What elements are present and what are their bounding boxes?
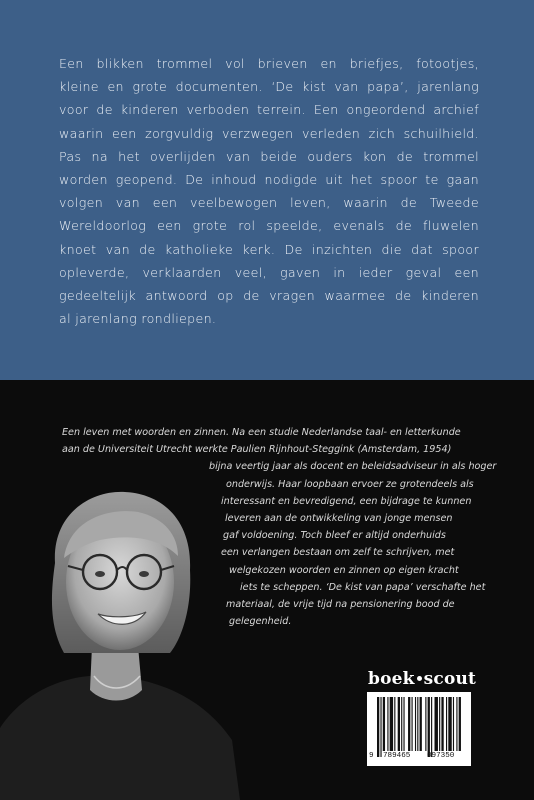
- barcode-bar: [435, 697, 438, 751]
- blurb-line: Wereldoorlog een grote rol speelde, evenals de fluwelen: [59, 218, 479, 234]
- bio-line: bijna veertig jaar als docent en beleidsadviseur in als hoger: [209, 461, 497, 473]
- barcode-digit-first: 9: [369, 752, 374, 760]
- bio-line: Een leven met woorden en zinnen. Na een studie Nederlandse taal- en letterkunde: [62, 427, 461, 438]
- barcode-bar: [459, 697, 461, 751]
- barcode-bar: [412, 697, 413, 751]
- bio-line: een verlangen bestaan om zelf te schrijven, met: [221, 547, 455, 559]
- barcode-bar: [448, 697, 451, 751]
- bio-line: gelegenheid.: [229, 616, 292, 628]
- barcode-bar: [428, 697, 430, 757]
- bio-line: interessant en bevredigend, een bijdrage te kunnen: [221, 495, 472, 507]
- publisher-logo: [368, 669, 477, 691]
- barcode-digits-right: 097350: [427, 752, 455, 760]
- barcode-bar: [380, 697, 381, 757]
- blurb-line: opleverde, verklaarden veel, gaven in ieder geval een: [59, 264, 479, 280]
- bio-line: materiaal, de vrije tijd na pensionering bood de: [226, 599, 455, 610]
- barcode-bar: [441, 697, 443, 751]
- publisher-name-part2: scout: [423, 669, 477, 689]
- blurb-line: worden geopend. De inhoud nodigde uit het spoor te gaan: [59, 172, 479, 188]
- barcode-bar: [401, 697, 402, 751]
- blurb-line: knoet van de katholieke kerk. De inzichten die dat spoor: [59, 241, 479, 257]
- logo-dot-icon: [417, 676, 422, 681]
- barcode-bar: [415, 697, 416, 751]
- barcode-bar: [417, 697, 418, 751]
- bio-line: iets te scheppen. ‘De kist van papa’ verschafte het: [240, 581, 486, 593]
- barcode-bar: [446, 697, 447, 751]
- barcode-bar: [403, 697, 404, 751]
- bio-line: welgekozen woorden en zinnen op eigen kracht: [229, 564, 459, 576]
- blurb-line: Een blikken trommel vol brieven en briefjes, fotootjes,: [59, 56, 479, 71]
- bio-line: aan de Universiteit Utrecht werkte Paulien Rijnhout-Steggink (Amsterdam, 1954): [62, 444, 452, 456]
- blurb-line: Pas na het overlijden van beide ouders kon de trommel: [59, 148, 479, 164]
- barcode-bar: [439, 697, 440, 751]
- barcode-digits: [367, 752, 471, 764]
- barcode-bar: [420, 697, 422, 751]
- barcode-bar: [425, 697, 426, 751]
- blurb-line: gedeeltelijk antwoord op de vragen waarmee de kinderen: [59, 288, 479, 304]
- barcode-bar: [431, 697, 432, 757]
- barcode-bar: [383, 697, 385, 751]
- barcode-bar: [394, 697, 395, 751]
- blurb-line: volgen van een veelbewogen leven, waarin de Tweede: [59, 195, 479, 211]
- barcode-bar: [408, 697, 410, 751]
- blurb-line: kleine en grote documenten. ‘De kist van papa’, jarenlang: [59, 79, 479, 95]
- bio-line: onderwijs. Haar loopbaan ervoer ze grotendeels als: [226, 478, 474, 490]
- bio-line: gaf voldoening. Toch bleef er altijd onderhuids: [223, 530, 446, 542]
- blurb-text: [59, 52, 479, 330]
- barcode-digits-left: 789465: [383, 752, 411, 760]
- blurb-line: waarin een zorgvuldig verzwegen verleden zich schuilhield.: [59, 125, 479, 141]
- barcode-bar: [453, 697, 454, 751]
- blurb-panel: [0, 0, 534, 380]
- blurb-line: al jarenlang rondliepen.: [59, 311, 217, 327]
- barcode-bar: [398, 697, 400, 751]
- barcode-bar: [390, 697, 393, 751]
- barcode-bar: [377, 697, 379, 757]
- author-bio: [0, 424, 534, 664]
- blurb-line: voor de kinderen verboden terrein. Een ongeordend archief: [59, 102, 479, 118]
- publisher-name-part1: boek: [368, 669, 415, 689]
- barcode-bar: [387, 697, 388, 751]
- isbn-barcode: [367, 692, 471, 766]
- barcode-bar: [456, 697, 457, 751]
- bio-line: leveren aan de ontwikkeling van jonge mensen: [225, 513, 453, 524]
